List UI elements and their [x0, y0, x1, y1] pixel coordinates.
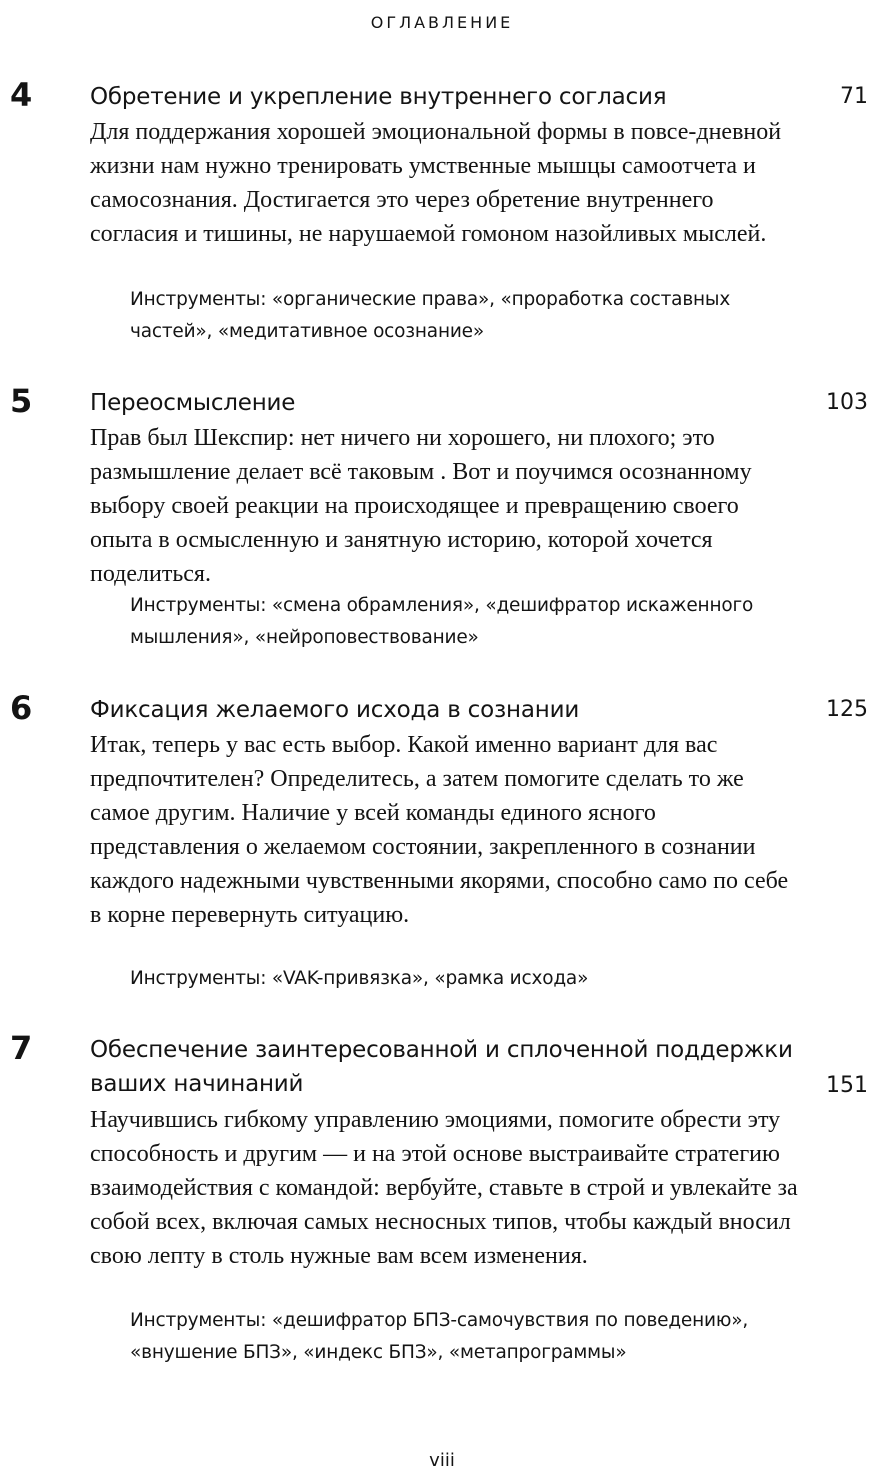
chapter-number: 7 [10, 1029, 33, 1067]
page-folio: viii [429, 1450, 455, 1471]
running-head: ОГЛАВЛЕНИЕ [370, 13, 514, 32]
chapter-description: Для поддержания хорошей эмоциональной формы в повсе-дневной жизни нам нужно тренировать умственные мышцы самоотчета и самосознания. Достигается это через обретение внутреннего согласия и тишины, не нарушаемой гомоном назойливых мыслей. [90, 119, 782, 247]
chapter-page-number[interactable]: 125 [826, 697, 868, 722]
chapter-page-number[interactable]: 71 [840, 84, 868, 109]
chapter-description: Итак, теперь у вас есть выбор. Какой именно вариант для вас предпочтителен? Определитесь, а затем помогите сделать то же самое другим. Наличие у всей команды единого ясного представления о желаемом состоянии, закрепленного в сознании каждого надежными чувственными якорями, способно само по себе в корне перевернуть ситуацию. [90, 732, 789, 928]
chapter-title[interactable]: Фиксация желаемого исхода в сознании [90, 697, 580, 723]
chapter-number: 4 [10, 76, 33, 114]
chapter-description: Научившись гибкому управлению эмоциями, помогите обрести эту способность и другим — и на этой основе выстраивайте стратегию взаимодействия с командой: вербуйте, ставьте в строй и увлекайте за собой всех, включая самых несносных типов, чтобы каждый вносил свою лепту в столь нужные вам всем изменения. [90, 1107, 798, 1269]
chapter-tools: Инструменты: «смена обрамления», «дешифратор искаженного мышления», «нейроповествование» [130, 595, 754, 648]
chapter-tools: Инструменты: «органические права», «проработка составных частей», «медитативное осознание» [130, 289, 731, 342]
chapter-tools: Инструменты: «VAK-привязка», «рамка исхода» [130, 968, 589, 989]
chapter-title[interactable]: Переосмысление [90, 390, 296, 416]
chapter-page-number[interactable]: 103 [826, 390, 868, 415]
chapter-page-number[interactable]: 151 [826, 1073, 868, 1098]
chapter-title[interactable]: Обретение и укрепление внутреннего согласия [90, 84, 667, 110]
chapter-tools: Инструменты: «дешифратор БПЗ-самочувствия по поведению», «внушение БПЗ», «индекс БПЗ», «метапрограммы» [130, 1310, 749, 1363]
chapter-number: 6 [10, 689, 33, 727]
chapter-title[interactable]: Обеспечение заинтересованной и сплоченной поддержки ваших начинаний [90, 1037, 793, 1097]
chapter-description: Прав был Шекспир: нет ничего ни хорошего, ни плохого; это размышление делает всё таковым . Вот и поучимся осознанному выбору своей реакции на происходящее и превращению своего опыта в осмысленную и занятную историю, которой хочется поделиться. [90, 425, 752, 587]
chapter-number: 5 [10, 382, 33, 420]
